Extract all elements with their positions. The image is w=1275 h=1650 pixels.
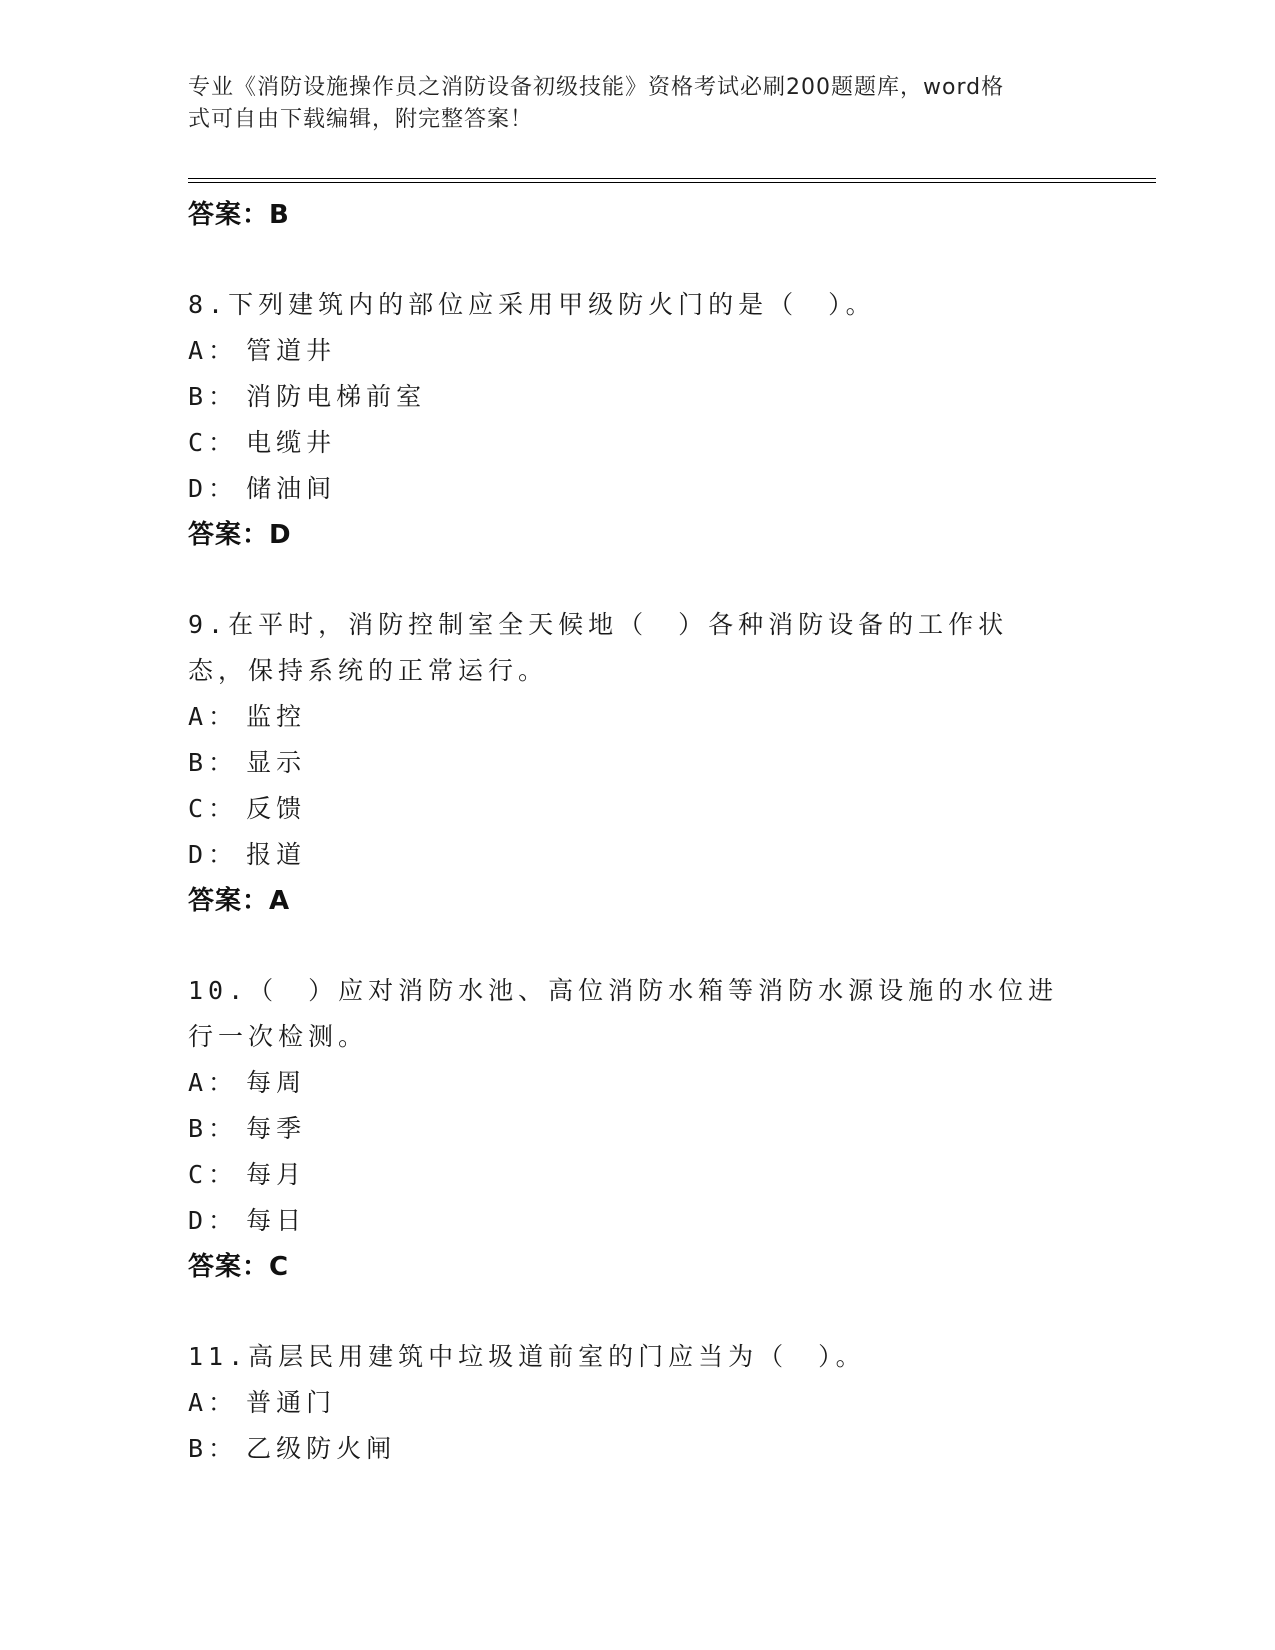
option-d (188, 832, 1088, 878)
option-b (188, 740, 1088, 786)
option-d (188, 1198, 1088, 1244)
option-a (188, 1380, 1088, 1426)
option-key: B： (188, 382, 239, 411)
option-key: D： (188, 840, 239, 869)
option-text: 监控 (246, 702, 307, 731)
option-key: A： (188, 1388, 239, 1417)
option-text: 反馈 (246, 794, 307, 823)
question-text: 10.（ ）应对消防水池、高位消防水箱等消防水源设施的水位进行一次检测。 (188, 976, 1059, 1051)
option-key: C： (188, 794, 239, 823)
option-key: A： (188, 336, 239, 365)
option-key: A： (188, 702, 239, 731)
option-text: 电缆井 (246, 428, 337, 457)
option-key: C： (188, 428, 239, 457)
option-text: 储油间 (246, 474, 337, 503)
option-key: D： (188, 1206, 239, 1235)
question-10 (188, 968, 1088, 1290)
option-key: B： (188, 748, 239, 777)
option-key: A： (188, 1068, 239, 1097)
option-b (188, 374, 1088, 420)
question-list (188, 192, 1088, 1472)
option-c (188, 786, 1088, 832)
option-text: 每日 (246, 1206, 307, 1235)
option-text: 显示 (246, 748, 307, 777)
option-c (188, 420, 1088, 466)
question-text: 9.在平时，消防控制室全天候地（ ）各种消防设备的工作状态，保持系统的正常运行。 (188, 610, 1009, 685)
question-8 (188, 282, 1088, 558)
document-header (188, 72, 1068, 136)
option-text: 消防电梯前室 (246, 382, 427, 411)
option-text: 管道井 (246, 336, 337, 365)
option-a (188, 1060, 1088, 1106)
option-key: D： (188, 474, 239, 503)
option-text: 报道 (246, 840, 307, 869)
option-text: 每周 (246, 1068, 307, 1097)
option-c (188, 1152, 1088, 1198)
option-b (188, 1106, 1088, 1152)
previous-answer: 答案：B (188, 200, 290, 230)
answer: 答案：C (188, 1252, 290, 1282)
answer: 答案：A (188, 886, 291, 916)
option-a (188, 694, 1088, 740)
option-text: 普通门 (246, 1388, 337, 1417)
header-line-2: 式可自由下载编辑，附完整答案！ (188, 107, 534, 132)
option-a (188, 328, 1088, 374)
option-b (188, 1426, 1088, 1472)
question-text: 11.高层民用建筑中垃圾道前室的门应当为（ ）。 (188, 1342, 866, 1371)
option-text: 每季 (246, 1114, 307, 1143)
option-key: C： (188, 1160, 239, 1189)
option-text: 每月 (246, 1160, 307, 1189)
option-key: B： (188, 1434, 239, 1463)
question-11 (188, 1334, 1088, 1472)
option-text: 乙级防火闸 (246, 1434, 397, 1463)
question-9 (188, 602, 1088, 924)
option-key: B： (188, 1114, 239, 1143)
option-d (188, 466, 1088, 512)
header-divider-bottom (188, 182, 1156, 183)
header-line-1: 专业《消防设施操作员之消防设备初级技能》资格考试必刷200题题库，word格 (188, 75, 1005, 100)
question-text: 8.下列建筑内的部位应采用甲级防火门的是（ ）。 (188, 290, 876, 319)
answer: 答案：D (188, 520, 292, 550)
header-divider-top (188, 178, 1156, 179)
